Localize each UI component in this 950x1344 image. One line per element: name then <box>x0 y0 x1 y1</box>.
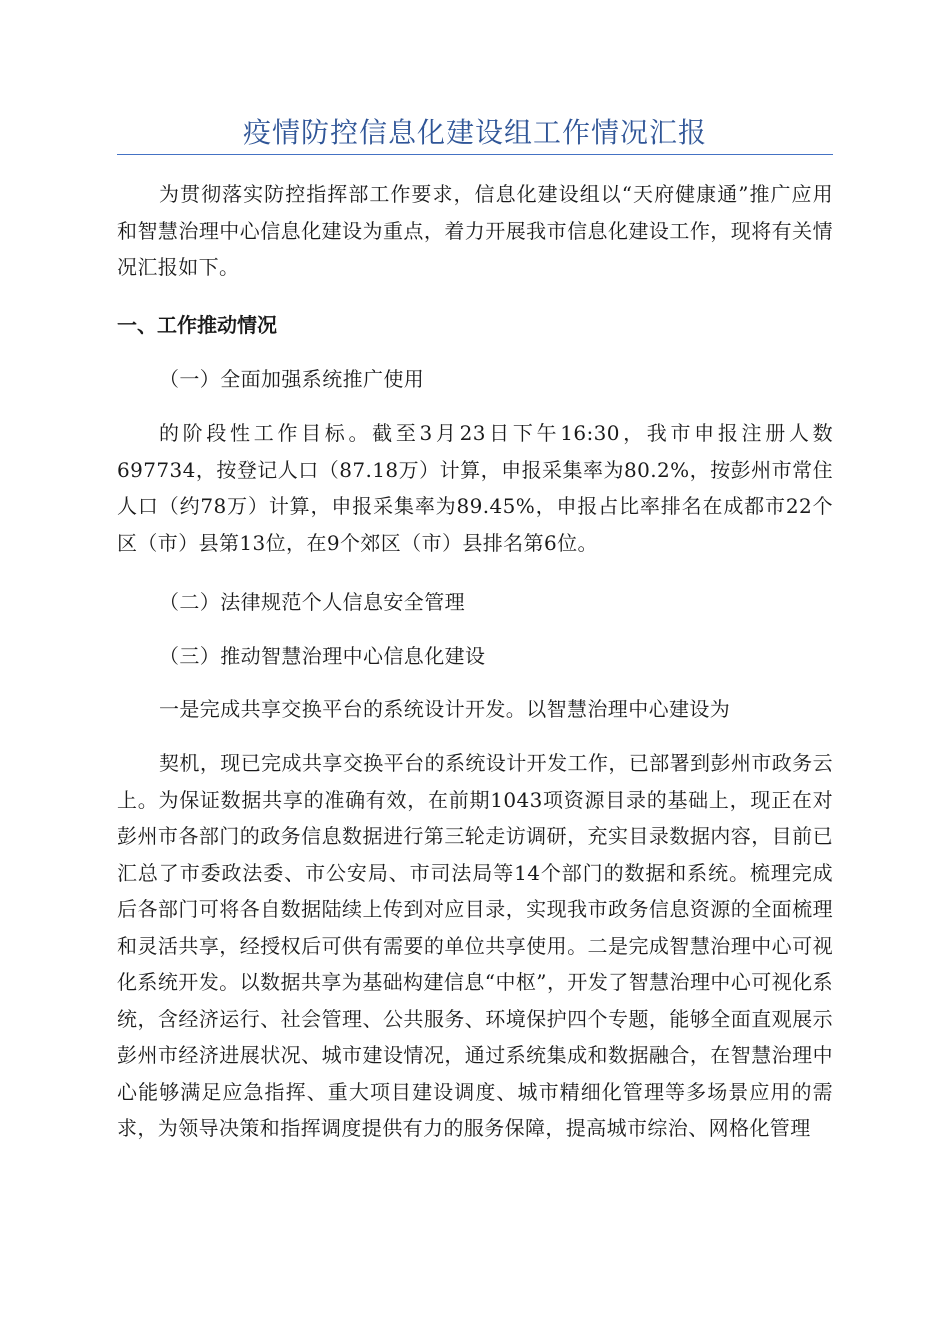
system-promotion-paragraph: 的阶段性工作目标。截至3月23日下午16:30，我市申报注册人数697734，按登记人口（87.18万）计算，申报采集率为80.2%，按彭州市常住人口（约78万）计算，申报采集率为89.45%，申报占比率排名在成都市22个区（市）县第13位，在9个郊区（市）县排名第6位。 <box>117 421 833 555</box>
subsection-heading-system-promotion: （一）全面加强系统推广使用 <box>159 367 425 391</box>
smart-governance-paragraph: 契机，现已完成共享交换平台的系统设计开发工作，已部署到彭州市政务云上。为保证数据共享的准确有效，在前期1043项资源目录的基础上，现正在对彭州市各部门的政务信息数据进行第三轮走访调研，充实目录数据内容，目前已汇总了市委政法委、市公安局、市司法局等14个部门的数据和系统。梳理完成后各部门可将各自数据陆续上传到对应目录，实现我市政务信息资源的全面梳理和灵活共享，经授权后可供有需要的单位共享使用。二是完成智慧治理中心可视化系统开发。以数据共享为基础构建信息“中枢”，开发了智慧治理中心可视化系统，含经济运行、社会管理、公共服务、环境保护四个专题，能够全面直观展示彭州市经济进展状况、城市建设情况，通过系统集成和数据融合，在智慧治理中心能够满足应急指挥、重大项目建设调度、城市精细化管理等多场景应用的需求，为领导决策和指挥调度提供有力的服务保障，提高城市综治、网格化管理 <box>117 751 833 1140</box>
item1-lead-line: 一是完成共享交换平台的系统设计开发。以智慧治理中心建设为 <box>159 697 731 721</box>
subsection-heading-smart-governance: （三）推动智慧治理中心信息化建设 <box>159 644 486 668</box>
document-title: 疫情防控信息化建设组工作情况汇报 <box>242 116 707 149</box>
title-underline <box>117 154 833 155</box>
section-heading-work-progress: 一、工作推动情况 <box>117 313 277 337</box>
subsection-heading-info-security: （二）法律规范个人信息安全管理 <box>159 590 465 614</box>
intro-paragraph: 为贯彻落实防控指挥部工作要求，信息化建设组以“天府健康通”推广应用和智慧治理中心信息化建设为重点，着力开展我市信息化建设工作，现将有关情况汇报如下。 <box>117 182 833 279</box>
